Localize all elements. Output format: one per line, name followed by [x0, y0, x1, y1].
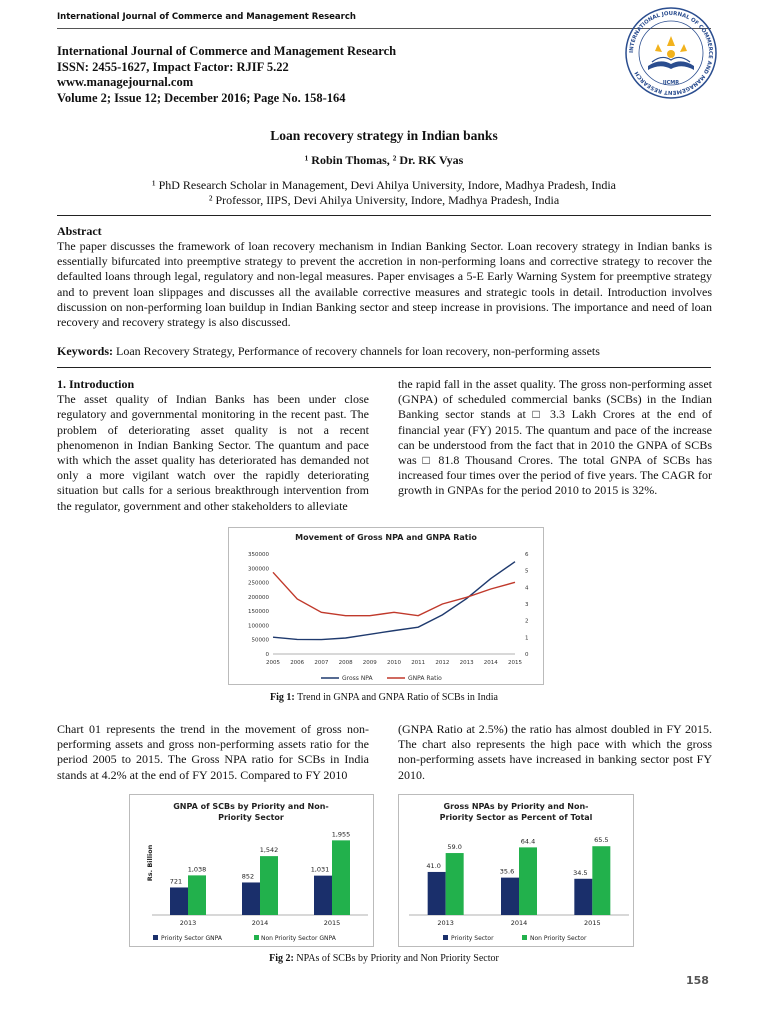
- figure-1-label: Fig 1:: [270, 692, 295, 703]
- chart2b-x-tick: 2014: [510, 919, 528, 927]
- journal-website[interactable]: www.managejournal.com: [57, 75, 194, 89]
- chart1-y-right-tick: 5: [525, 568, 529, 575]
- chart1-x-tick: 2010: [387, 660, 401, 666]
- gnpa-line-chart: [229, 528, 543, 684]
- chart1-y-right-tick: 3: [525, 602, 529, 608]
- affiliation-2: ² Professor, IIPS, Devi Ahilya University, Indore, Madhya Pradesh, India: [208, 193, 560, 207]
- chart1-x-tick: 2006: [290, 660, 305, 666]
- chart2a-data-label: 1,031: [310, 865, 330, 874]
- chart1-y-left-tick: 100000: [248, 623, 269, 630]
- paper-title: Loan recovery strategy in Indian banks: [270, 128, 498, 143]
- chart2a-title-line1: GNPA of SCBs by Priority and Non-: [173, 802, 329, 811]
- chart-paragraph-left: Chart 01 represents the trend in the movement of gross non-performing assets and gross non-performing assets ratio for the period 2005 to 2015. The Gross NPA ratio for SCBs in India stands at 4.2% at the end of FY 2015. Compared to FY 2010: [57, 722, 369, 782]
- chart1-y-right-tick: 6: [525, 552, 529, 558]
- affiliation-1: ¹ PhD Research Scholar in Management, Devi Ahilya University, Indore, Madhya Pradesh, India: [151, 178, 617, 192]
- chart2b-legend: [443, 935, 587, 942]
- chart2a-legend: [153, 935, 337, 942]
- keywords-divider: [57, 367, 711, 368]
- chart1-y-right-tick: 0: [525, 652, 529, 658]
- legend-non-priority-sector: Non Priority Sector: [530, 935, 587, 942]
- figure-1-caption: [0, 692, 768, 703]
- chart2a-data-label: 852: [241, 872, 255, 881]
- keywords-text: Loan Recovery Strategy, Performance of recovery channels for loan recovery, non-performing assets: [113, 344, 600, 358]
- page-number: 158: [686, 974, 709, 987]
- title-divider: [57, 215, 711, 216]
- chart2b-x-tick: 2013: [437, 919, 454, 927]
- chart2a-x-tick: 2013: [179, 919, 197, 927]
- chart2b-data-label: 64.4: [520, 837, 536, 846]
- chart2b-bar: [574, 879, 592, 915]
- chart2b-bar: [501, 878, 519, 915]
- chart2a-data-label: 721: [169, 877, 183, 886]
- chart1-title: Movement of Gross NPA and GNPA Ratio: [295, 533, 477, 542]
- chart2b-data-label: 59.0: [447, 843, 462, 852]
- chart2a-data-label: 1,038: [187, 865, 207, 874]
- figure-1: [228, 527, 544, 685]
- intro-paragraph-right: the rapid fall in the asset quality. The gross non-performing asset (GNPA) of scheduled commercial banks (SCBs) in the Indian Banking sector stands at □ 3.3 Lakh Crores at the end of financial year (FY) 2015. The quantum and pace of the increase can be understood from the fact that in 2010 the GNPA of SCBs was □ 81.8 Thousand Crores. The total GNPA of SCBs has increased four times over the period of five years. The CAGR for growth in GNPAs for the period 2010 to 2015 is 32%.: [398, 377, 712, 498]
- issn-line: ISSN: 2455-1627, Impact Factor: RJIF 5.22: [57, 59, 289, 74]
- logo-ring-text: INTERNATIONAL JOURNAL OF COMMERCE AND MANAGEMENT RESEARCH: [628, 10, 714, 96]
- figure-2a: [129, 794, 374, 947]
- logo-abbrev: IJCMR: [662, 80, 680, 86]
- gnpa-percent-bar-chart: [399, 795, 633, 946]
- legend-swatch-non-priority-pct: [522, 935, 527, 940]
- chart2b-bar: [519, 847, 537, 915]
- paper-authors: ¹ Robin Thomas, ² Dr. RK Vyas: [304, 153, 464, 167]
- chart2a-bar: [314, 876, 332, 915]
- abstract-text: The paper discusses the framework of loan recovery mechanism in Indian Banking Sector. Loan recovery strategy in Indian banks is essentially bifurcated into preemptive strategy to prevent the accretion in non-performing loans and corrective strategy to recover the defaulted loans through legal, regulatory and non-legal measures. Paper envisages a 5-E Early Warning System for preemptive strategy and to prevent loan slippages and discusses all the available corrective measures and strategic tools in detail. Introduction involves discussion on non-performing loan buildup in Indian Banking sector and steep increase in provisions. The importance and need of loan recovery and recovery strategy is also discussed.: [57, 239, 712, 330]
- abstract-heading: Abstract: [57, 224, 102, 238]
- journal-logo-icon: [624, 6, 718, 100]
- chart2a-bar: [170, 887, 188, 915]
- chart2a-title-line2: Priority Sector: [218, 813, 284, 822]
- chart2a-bar: [332, 840, 350, 915]
- legend-non-priority-gnpa: Non Priority Sector GNPA: [261, 935, 336, 942]
- chart2b-bar: [428, 872, 446, 915]
- chart1-x-tick: 2011: [411, 660, 426, 666]
- chart2b-x-tick: 2015: [584, 919, 601, 927]
- legend-gnpa-ratio: GNPA Ratio: [408, 675, 442, 682]
- chart1-x-tick: 2005: [266, 660, 280, 666]
- chart2b-bar: [592, 846, 610, 915]
- gnpa-priority-bar-chart: [130, 795, 373, 946]
- chart1-x-tick: 2009: [362, 660, 377, 666]
- chart2a-data-label: 1,955: [331, 830, 351, 839]
- chart2b-title-line2: Priority Sector as Percent of Total: [439, 813, 593, 822]
- chart1-y-right-tick: 2: [525, 618, 529, 625]
- chart2b-data-label: 35.6: [499, 867, 515, 876]
- legend-priority-gnpa: Priority Sector GNPA: [161, 935, 222, 942]
- section-heading-introduction: 1. Introduction: [57, 377, 135, 391]
- chart1-y-left-tick: 250000: [248, 580, 269, 587]
- chart2b-data-label: 41.0: [426, 861, 441, 870]
- chart2a-bar: [242, 882, 260, 915]
- keywords: [57, 344, 712, 359]
- chart1-x-tick: 2014: [483, 660, 498, 666]
- chart2b-data-label: 34.5: [573, 868, 588, 877]
- chart2a-data-label: 1,542: [259, 846, 279, 855]
- chart1-y-left-tick: 0: [265, 652, 269, 658]
- figure-1-caption-text: Trend in GNPA and GNPA Ratio of SCBs in India: [294, 692, 498, 703]
- chart1-y-left-tick: 50000: [251, 637, 269, 644]
- chart2a-x-tick: 2015: [323, 919, 341, 927]
- chart1-y-left-tick: 150000: [248, 609, 269, 616]
- chart2a-bar: [260, 856, 278, 915]
- chart2a-ylabel: Rs. Billion: [146, 844, 154, 882]
- series-gnpa-ratio-line: [273, 572, 515, 615]
- legend-swatch-non-priority: [254, 935, 259, 940]
- chart1-x-tick: 2013: [459, 660, 474, 666]
- intro-left-column: [57, 377, 369, 514]
- chart1-y-left-tick: 300000: [248, 566, 269, 573]
- journal-info: [57, 44, 396, 106]
- keywords-label: Keywords:: [57, 344, 113, 358]
- chart1-x-tick: 2008: [338, 660, 353, 666]
- chart-paragraph-right: (GNPA Ratio at 2.5%) the ratio has almost doubled in FY 2015. The chart also represents the high pace with which the gross non-performing assets have increased in banking sector post FY 2010.: [398, 722, 712, 782]
- intro-paragraph-left: The asset quality of Indian Banks has been under close regulatory and governmental monitoring in the recent past. The problem of deteriorating asset quality is not a recent phenomenon in Indian Banking Sector. The quantum and pace with which the asset quality has deteriorated has demanded not only a more vigilant watch over the rapidly deteriorating situation but calls for a serious breakthrough intervention from the regulator, government and other stakeholders to alleviate: [57, 392, 369, 513]
- chart1-x-tick: 2012: [435, 660, 450, 666]
- figure-2-caption: [0, 953, 768, 964]
- chart1-x-tick: 2007: [314, 660, 329, 666]
- header-divider: [57, 28, 711, 29]
- chart1-y-left-tick: 350000: [248, 552, 269, 558]
- chart1-legend: [321, 675, 442, 682]
- running-head: International Journal of Commerce and Management Research: [57, 12, 356, 22]
- chart2a-x-tick: 2014: [251, 919, 269, 927]
- series-gross-npa-line: [273, 562, 515, 640]
- chart1-x-tick: 2015: [508, 660, 522, 666]
- chart1-y-left-tick: 200000: [248, 594, 269, 601]
- legend-priority-sector: Priority Sector: [451, 935, 494, 942]
- journal-name: International Journal of Commerce and Management Research: [57, 44, 397, 58]
- legend-swatch-priority: [153, 935, 158, 940]
- legend-swatch-priority-pct: [443, 935, 448, 940]
- chart1-y-right-tick: 1: [525, 635, 529, 642]
- chart2b-bar: [446, 853, 464, 915]
- legend-gross-npa: Gross NPA: [342, 675, 373, 682]
- chart1-y-right-tick: 4: [525, 585, 529, 592]
- logo-book-icon: [648, 36, 694, 70]
- figure-2-label: Fig 2:: [269, 953, 294, 964]
- volume-line: Volume 2; Issue 12; December 2016; Page No. 158-164: [57, 90, 346, 105]
- chart2a-bar: [188, 875, 206, 915]
- figure-2-caption-text: NPAs of SCBs by Priority and Non Priority Sector: [293, 953, 499, 964]
- figure-2b: [398, 794, 634, 947]
- chart2b-title-line1: Gross NPAs by Priority and Non-: [443, 802, 589, 811]
- chart2b-data-label: 65.5: [594, 836, 609, 845]
